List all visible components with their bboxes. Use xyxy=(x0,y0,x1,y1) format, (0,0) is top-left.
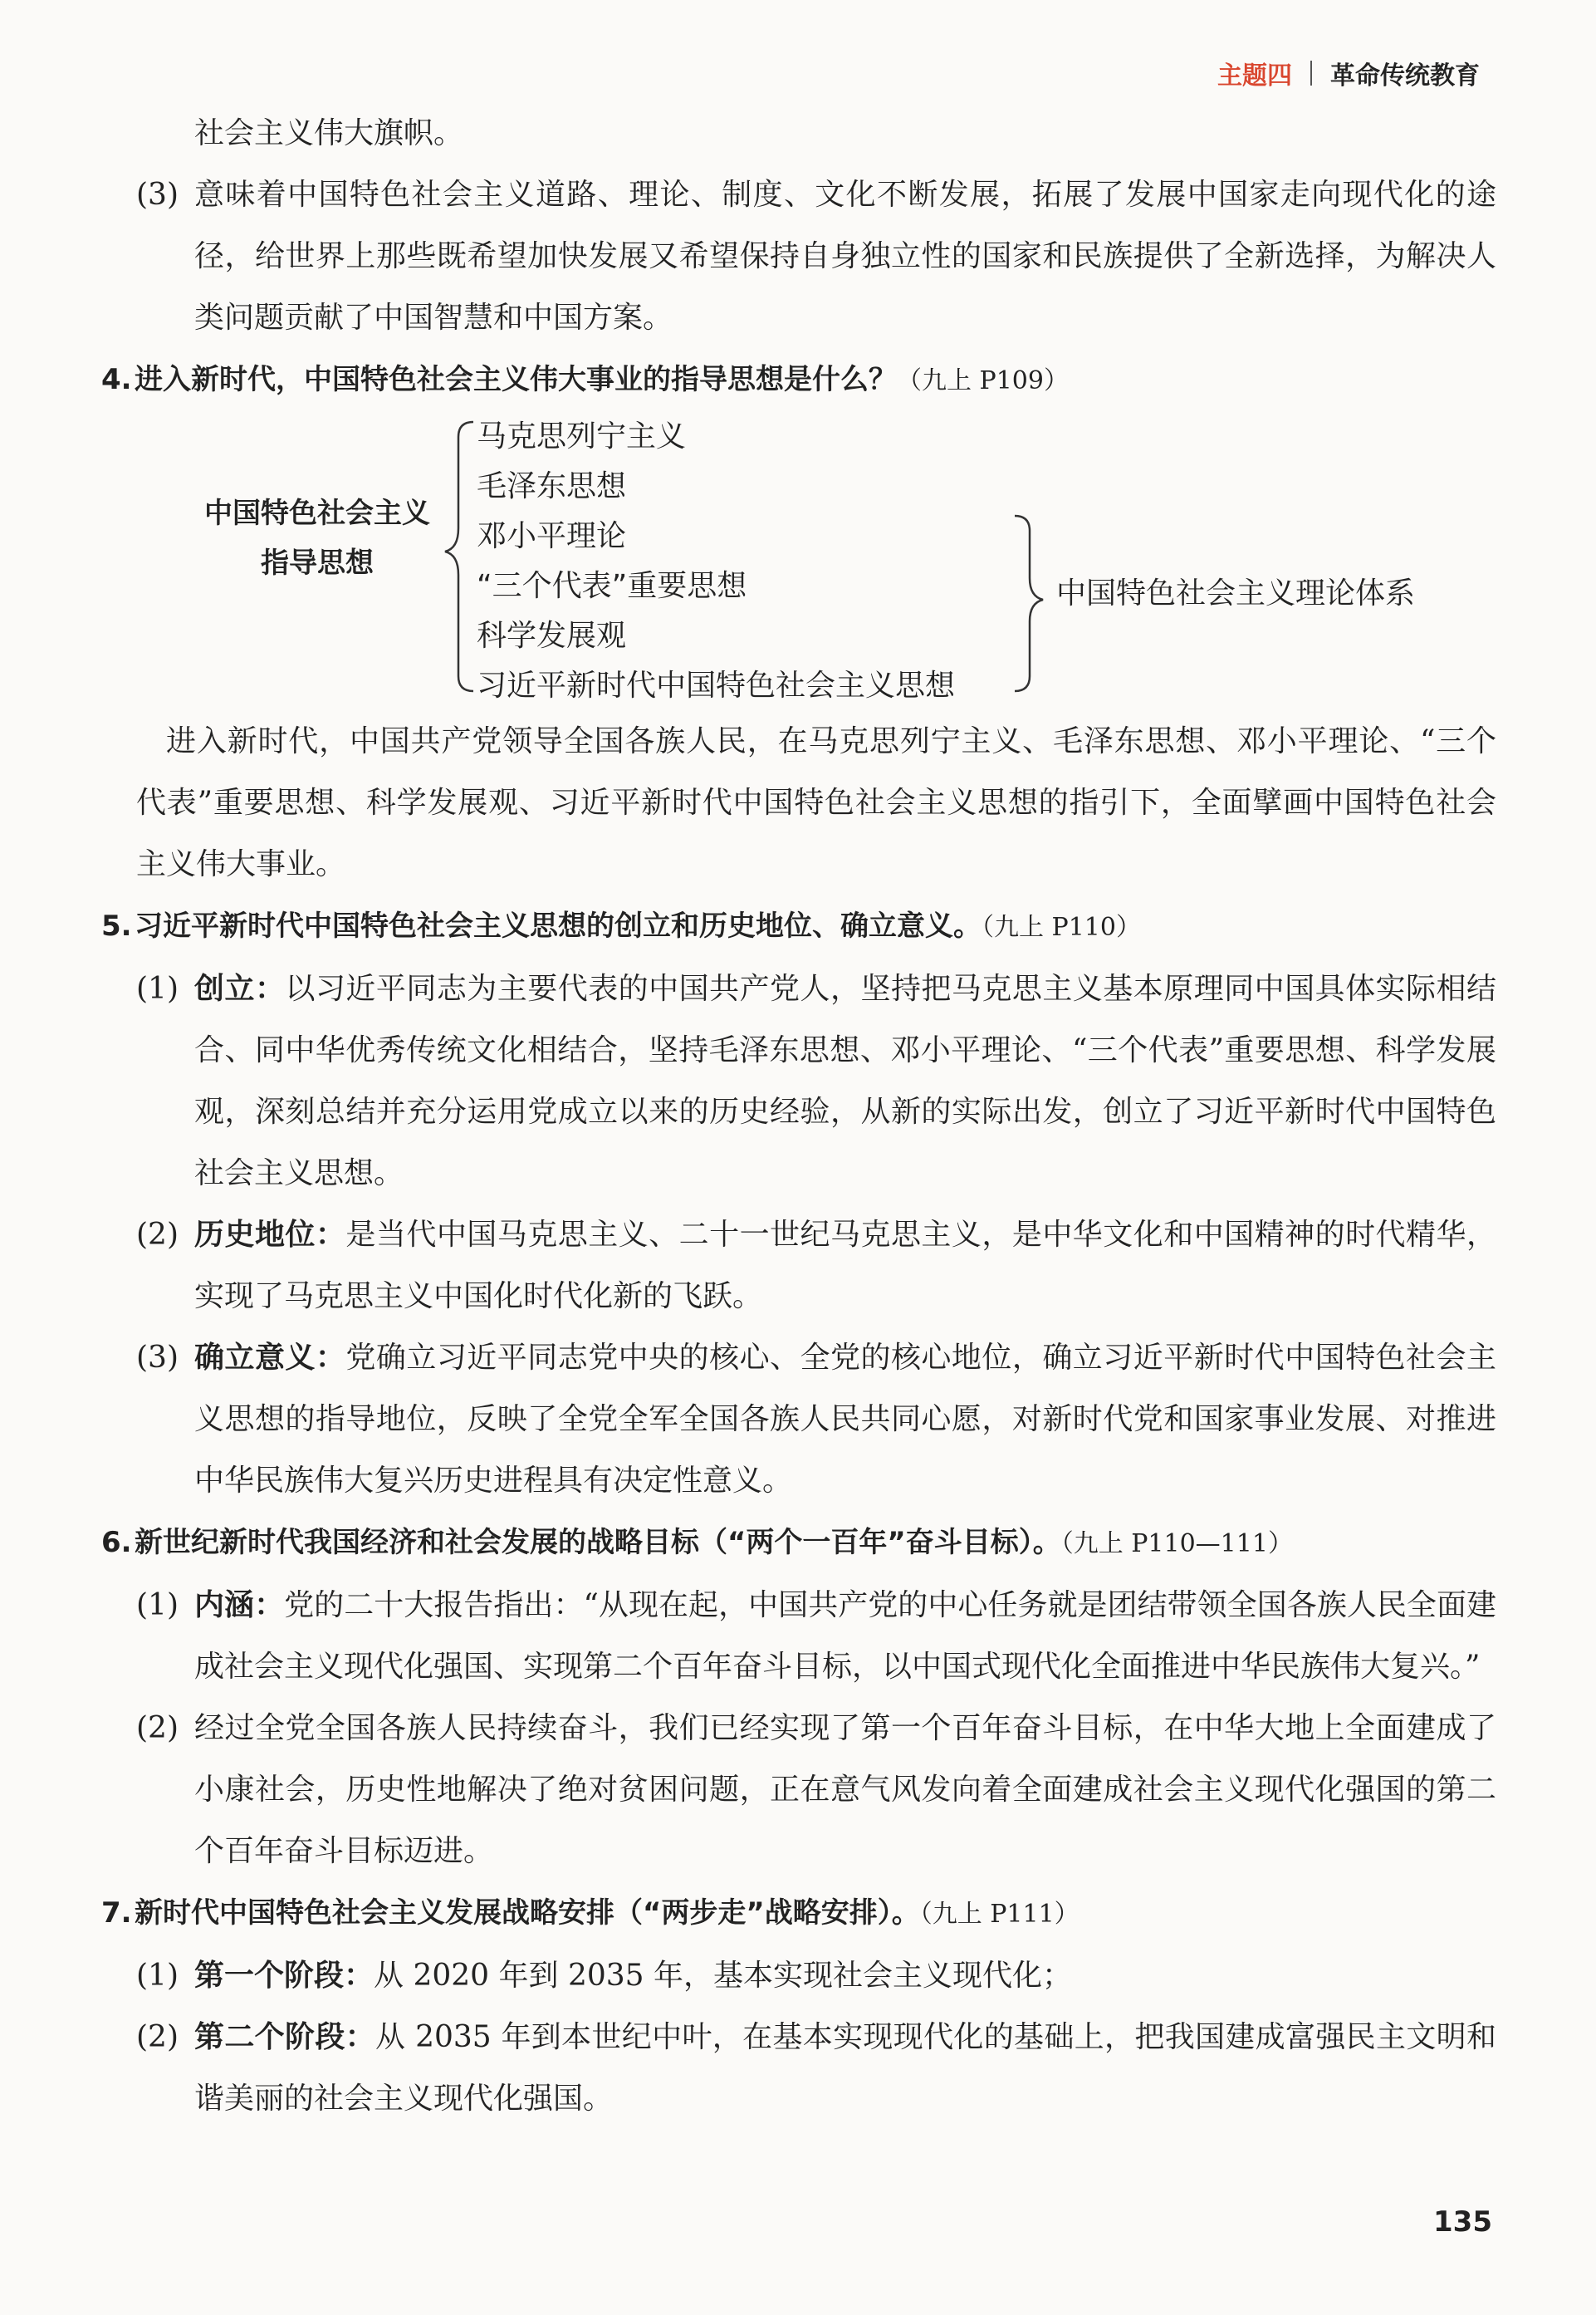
item-label: 内涵： xyxy=(194,1588,285,1622)
question-title: 新时代中国特色社会主义发展战略安排（“两步走”战略安排）。 xyxy=(135,1896,920,1930)
question-heading: 7. 新时代中国特色社会主义发展战略安排（“两步走”战略安排）。（九上 P111） xyxy=(101,1896,1080,1930)
page-content xyxy=(101,103,1496,2130)
diagram-center-label: 中国特色社会主义 指导思想 xyxy=(204,497,430,580)
item-label: 确立意义： xyxy=(194,1341,346,1375)
list-item: 毛泽东思想 xyxy=(477,469,627,503)
explanation-paragraph: 进入新时代，中国共产党领导全国各族人民，在马克思列宁主义、毛泽东思想、邓小平理论、“三个代表”重要思想、科学发展观、习近平新时代中国特色社会主义思想的指引下，全面擘画中国特色社会主义伟大事业。 xyxy=(136,724,1496,881)
item-text: 从 2035 年到本世纪中叶，在基本实现现代化的基础上，把我国建成富强民主文明和谐美丽的社会主义现代化强国。 xyxy=(194,2020,1496,2116)
textbook-reference: （九上 P109） xyxy=(897,366,1069,395)
item-text: 以习近平同志为主要代表的中国共产党人，坚持把马克思主义基本原理同中国具体实际相结合、同中华优秀传统文化相结合，坚持毛泽东思想、邓小平理论、“三个代表”重要思想、科学发展观，深刻总结并充分运用党成立以来的历史经验，从新的实际出发，创立了习近平新时代中国特色社会主义思想。 xyxy=(194,972,1496,1190)
item-text: 党的二十大报告指出：“从现在起，中国共产党的中心任务就是团结带领全国各族人民全面建成社会主义现代化强国、实现第二个百年奋斗目标，以中国式现代化全面推进中华民族伟大复兴。” xyxy=(194,1588,1496,1684)
item-text: 意味着中国特色社会主义道路、理论、制度、文化不断发展，拓展了发展中国家走向现代化的途径，给世界上那些既希望加快发展又希望保持自身独立性的国家和民族提供了全新选择，为解决人类问题贡献了中国智慧和中国方案。 xyxy=(194,178,1496,335)
section-title: 革命传统教育 xyxy=(1330,61,1480,91)
right-brace xyxy=(1015,516,1043,691)
list-item: 科学发展观 xyxy=(477,619,627,653)
topic-label: 主题四 xyxy=(1217,61,1292,91)
item-number: (3) xyxy=(136,178,179,212)
list-item: (2) 历史地位：是当代中国马克思主义、二十一世纪马克思主义，是中华文化和中国精神的时代精华，实现了马克思主义中国化时代化新的飞跃。 xyxy=(136,1218,1496,1313)
page-header xyxy=(1217,55,1480,91)
item-label: 第二个阶段： xyxy=(194,2020,375,2054)
list-item: “三个代表”重要思想 xyxy=(477,569,747,603)
question-heading: 4. 进入新时代，中国特色社会主义伟大事业的指导思想是什么？（九上 P109） xyxy=(101,363,1069,396)
question-heading: 5. 习近平新时代中国特色社会主义思想的创立和历史地位、确立意义。（九上 P110） xyxy=(101,910,1141,943)
ideology-diagram xyxy=(101,412,1496,711)
question-heading: 6. 新世纪新时代我国经济和社会发展的战略目标（“两个一百年”奋斗目标）。（九上 P110—111） xyxy=(101,1526,1293,1559)
list-item: (2) 经过全党全国各族人民持续奋斗，我们已经实现了第一个百年奋斗目标，在中华大地上全面建成了小康社会，历史性地解决了绝对贫困问题，正在意气风发向着全面建成社会主义现代化强国的第二个百年奋斗目标迈进。 xyxy=(136,1711,1496,1868)
list-item xyxy=(101,164,1496,349)
list-item: 马克思列宁主义 xyxy=(477,419,687,454)
item-text: 是当代中国马克思主义、二十一世纪马克思主义，是中华文化和中国精神的时代精华，实现了马克思主义中国化时代化新的飞跃。 xyxy=(194,1218,1496,1313)
list-item: 邓小平理论 xyxy=(477,519,627,553)
question-title: 进入新时代，中国特色社会主义伟大事业的指导思想是什么？ xyxy=(135,363,897,396)
list-item: 习近平新时代中国特色社会主义思想 xyxy=(477,669,956,703)
textbook-reference: （九上 P110—111） xyxy=(1060,1529,1293,1558)
item-label: 第一个阶段： xyxy=(194,1959,375,1993)
item-label: 创立： xyxy=(194,972,286,1006)
list-item: (1) 第一个阶段：从 2020 年到 2035 年，基本实现社会主义现代化； xyxy=(136,1959,1073,1993)
header-divider xyxy=(1310,61,1312,86)
question-title: 新世纪新时代我国经济和社会发展的战略目标（“两个一百年”奋斗目标）。 xyxy=(135,1526,1061,1559)
list-item: (1) 创立：以习近平同志为主要代表的中国共产党人，坚持把马克思主义基本原理同中国具体实际相结合、同中华优秀传统文化相结合，坚持毛泽东思想、邓小平理论、“三个代表”重要思想、科学发展观，深刻总结并充分运用党成立以来的历史经验，从新的实际出发，创立了习近平新时代中国特色社会主义思想。 xyxy=(136,972,1496,1190)
theory-system-label: 中国特色社会主义理论体系 xyxy=(1056,576,1416,611)
item-text: 从 2020 年到 2035 年，基本实现社会主义现代化； xyxy=(374,1959,1073,1993)
ideology-list xyxy=(477,412,955,711)
question-title: 习近平新时代中国特色社会主义思想的创立和历史地位、确立意义。 xyxy=(135,910,982,943)
textbook-reference: （九上 P110） xyxy=(982,913,1141,942)
item-text: 党确立习近平同志党中央的核心、全党的核心地位，确立习近平新时代中国特色社会主义思想的指导地位，反映了全党全军全国各族人民共同心愿，对新时代党和国家事业发展、对推进中华民族伟大复兴历史进程具有决定性意义。 xyxy=(194,1341,1496,1498)
list-item: (2) 第二个阶段：从 2035 年到本世纪中叶，在基本实现现代化的基础上，把我国建成富强民主文明和谐美丽的社会主义现代化强国。 xyxy=(136,2020,1496,2116)
list-item: (1) 内涵：党的二十大报告指出：“从现在起，中国共产党的中心任务就是团结带领全国各族人民全面建成社会主义现代化强国、实现第二个百年奋斗目标，以中国式现代化全面推进中华民族伟大复兴。” xyxy=(136,1588,1496,1684)
page-number: 135 xyxy=(1433,2205,1492,2239)
textbook-reference: （九上 P111） xyxy=(919,1900,1080,1929)
item-label: 历史地位： xyxy=(194,1218,346,1252)
item-text: 经过全党全国各族人民持续奋斗，我们已经实现了第一个百年奋斗目标，在中华大地上全面建成了小康社会，历史性地解决了绝对贫困问题，正在意气风发向着全面建成社会主义现代化强国的第二个百年奋斗目标迈进。 xyxy=(194,1711,1496,1868)
continuation-line: 社会主义伟大旗帜。 xyxy=(194,116,464,150)
list-item: (3) 确立意义：党确立习近平同志党中央的核心、全党的核心地位，确立习近平新时代中国特色社会主义思想的指导地位，反映了全党全军全国各族人民共同心愿，对新时代党和国家事业发展、对推进中华民族伟大复兴历史进程具有决定性意义。 xyxy=(136,1341,1496,1498)
